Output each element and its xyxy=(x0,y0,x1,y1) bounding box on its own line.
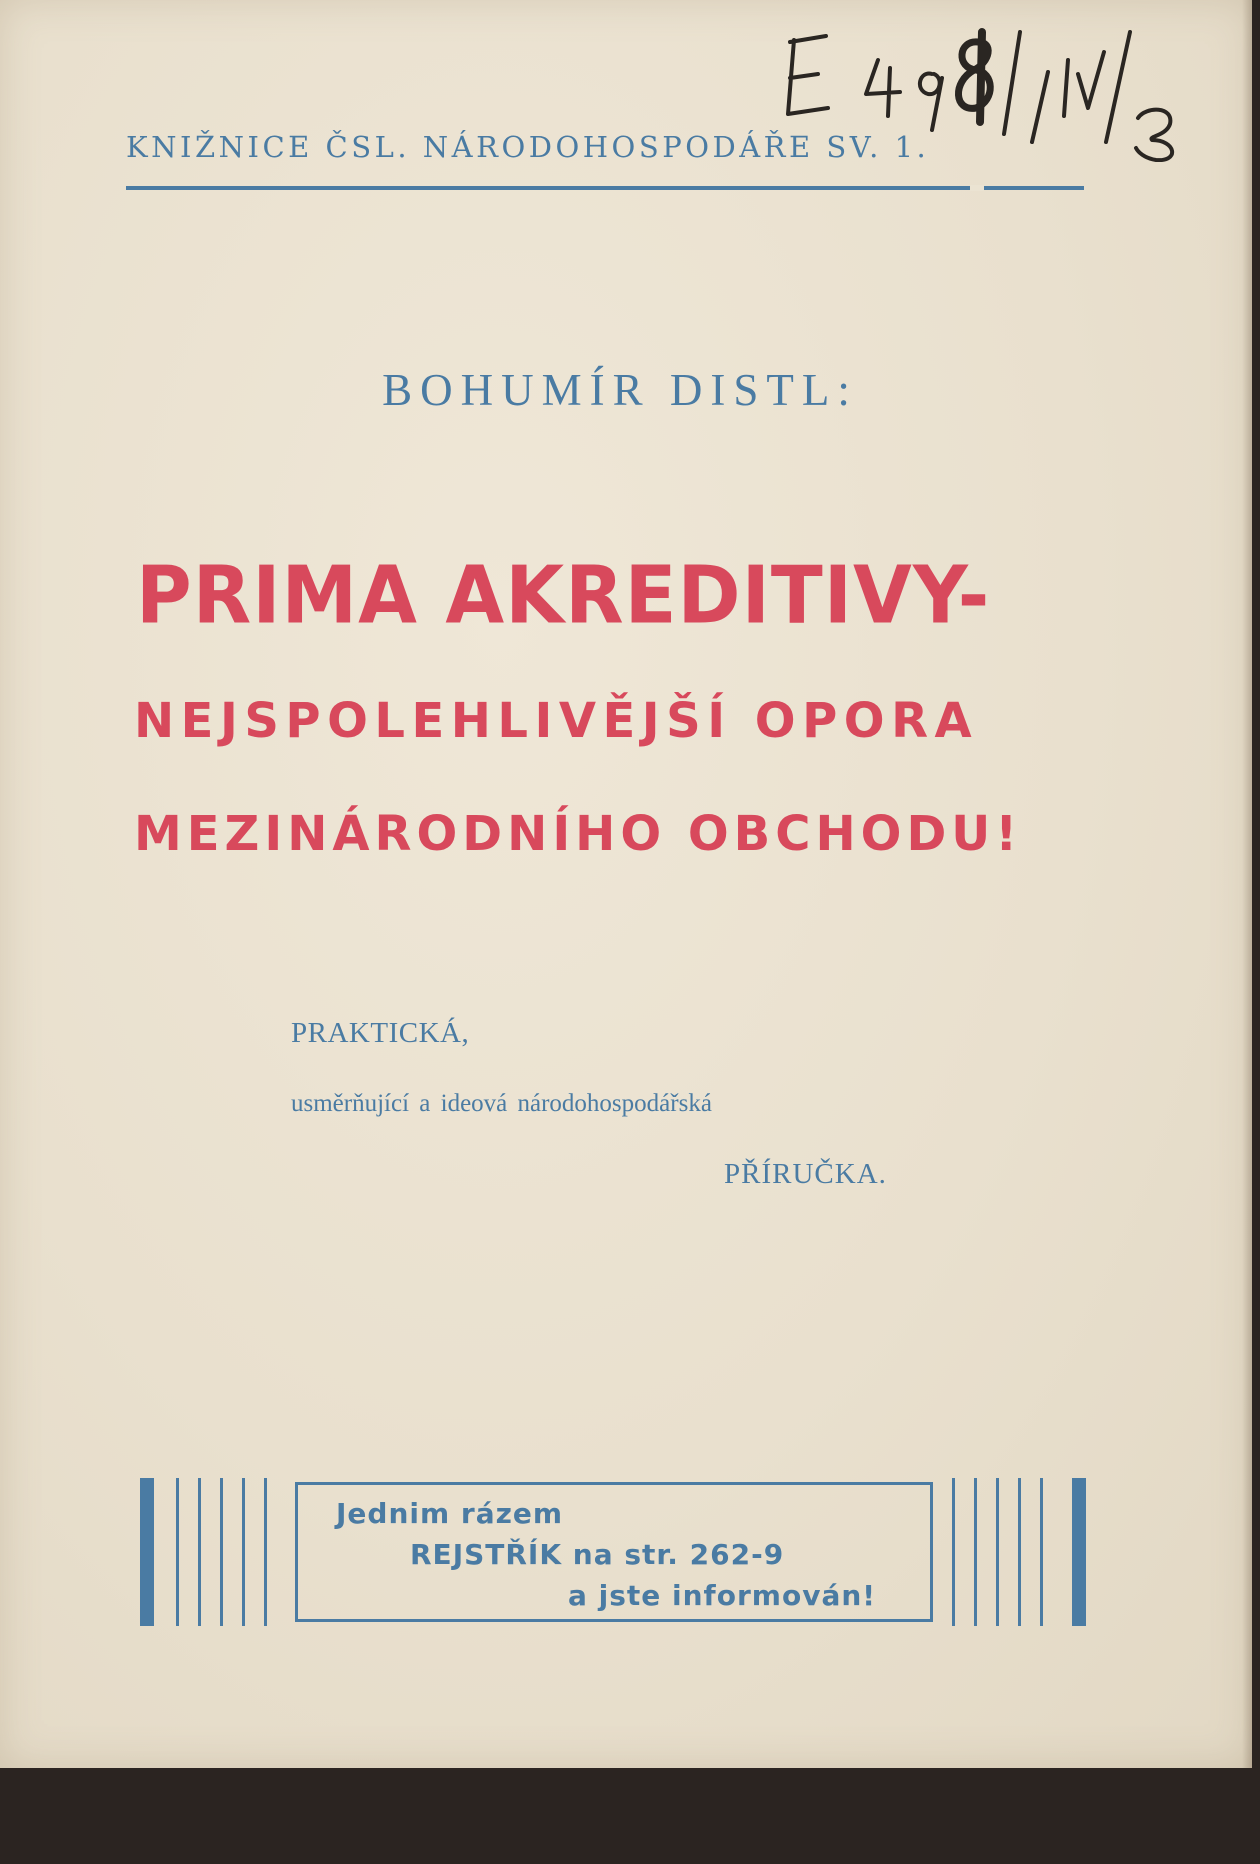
index-banner xyxy=(140,1478,1090,1626)
banner-bar xyxy=(1040,1478,1043,1626)
banner-bar-thick-left xyxy=(140,1478,154,1626)
series-rule xyxy=(126,186,1084,190)
banner-bar xyxy=(220,1478,223,1626)
banner-bar-thick-right xyxy=(1072,1478,1086,1626)
subtitle-line-1: PRAKTICKÁ, xyxy=(291,1017,470,1049)
series-rule-gap xyxy=(970,185,984,191)
banner-bar xyxy=(974,1478,977,1626)
title-line-3: MEZINÁRODNÍHO OBCHODU! xyxy=(134,806,1023,862)
banner-bar xyxy=(242,1478,245,1626)
banner-bar xyxy=(198,1478,201,1626)
banner-bar xyxy=(952,1478,955,1626)
banner-bar xyxy=(1018,1478,1021,1626)
banner-bar xyxy=(996,1478,999,1626)
banner-line-2: REJSTŘÍK na str. 262-9 xyxy=(410,1538,785,1571)
scan-background-edge xyxy=(0,1768,1260,1864)
banner-line-1: Jednim rázem xyxy=(336,1497,564,1530)
banner-text-box xyxy=(295,1482,933,1622)
subtitle-line-3: PŘÍRUČKA. xyxy=(724,1158,887,1190)
banner-bar xyxy=(264,1478,267,1626)
title-line-1: PRIMA AKREDITIVY- xyxy=(136,547,991,642)
title-line-2: NEJSPOLEHLIVĚJŠÍ OPORA xyxy=(134,693,979,749)
series-title: KNIŽNICE ČSL. NÁRODOHOSPODÁŘE SV. 1. xyxy=(126,130,930,164)
banner-bar xyxy=(176,1478,179,1626)
subtitle-line-2: usměrňující a ideová národohospodářská xyxy=(291,1090,712,1117)
author-name: BOHUMÍR DISTL: xyxy=(382,365,858,415)
banner-line-3: a jste informován! xyxy=(568,1579,877,1612)
